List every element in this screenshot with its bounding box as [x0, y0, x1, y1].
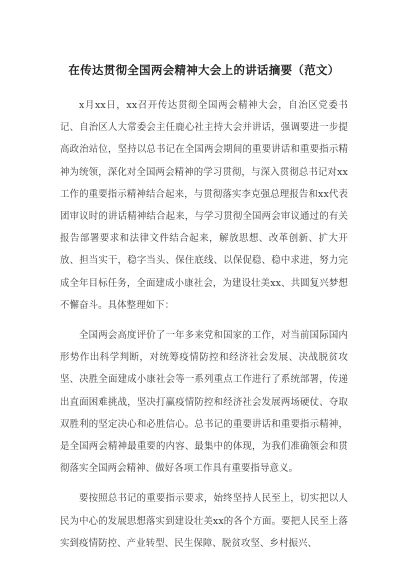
paragraph-1: x月xx日，xx召开传达贯彻全国两会精神大会，自治区党委书记、自治区人大常委会主任鹿心社主持大会并讲话，强调要进一步提高政治站位，坚持以总书记在全国两会期间的重要讲话和重要指示精神为统领，深化对全国两会精神的学习贯彻，与深入贯彻总书记对xx工作的重要指示精神结合起来，与贯彻落实李克强总理报告和xx代表团审议时的讲话精神结合起来，与学习贯彻全国两会审议通过的有关报告部署要求和法律文件结合起来，解放思想、改革创新、扩大开放、担当实干，稳字当头、保住底线、以保促稳、稳中求进，努力完成全年目标任务，全面建成小康社会，为建设壮美xx、共圆复兴梦想不懈奋斗。具体整理如下： — [60, 100, 348, 311]
paragraph-3: 要按照总书记的重要指示要求，始终坚持人民至上，切实把以人民为中心的发展思想落实到建设壮美xx的各个方面。要把人民至上落实到疫情防控、产业转型、民生保障、脱贫攻坚、乡村振兴、 — [60, 493, 348, 549]
document-title: 在传达贯彻全国两会精神大会上的讲话摘要（范文） — [68, 63, 340, 77]
paragraph-2: 全国两会高度评价了一年多来党和国家的工作，对当前国际国内形势作出科学判断，对统筹疫情防控和经济社会发展、决战脱贫攻坚、决胜全面建成小康社会等一系列重点工作进行了系统部署，传递出直面困难挑战，坚决打赢疫情防控和经济社会发展两场硬仗、夺取双胜利的坚定决心和必胜信心。总书记的重要讲话和重要指示精神，是全国两会精神最重要的内容、最集中的体现，为我们准确领会和贯彻落实全国两会精神、做好各项工作具有重要指导意义。 — [60, 330, 348, 475]
